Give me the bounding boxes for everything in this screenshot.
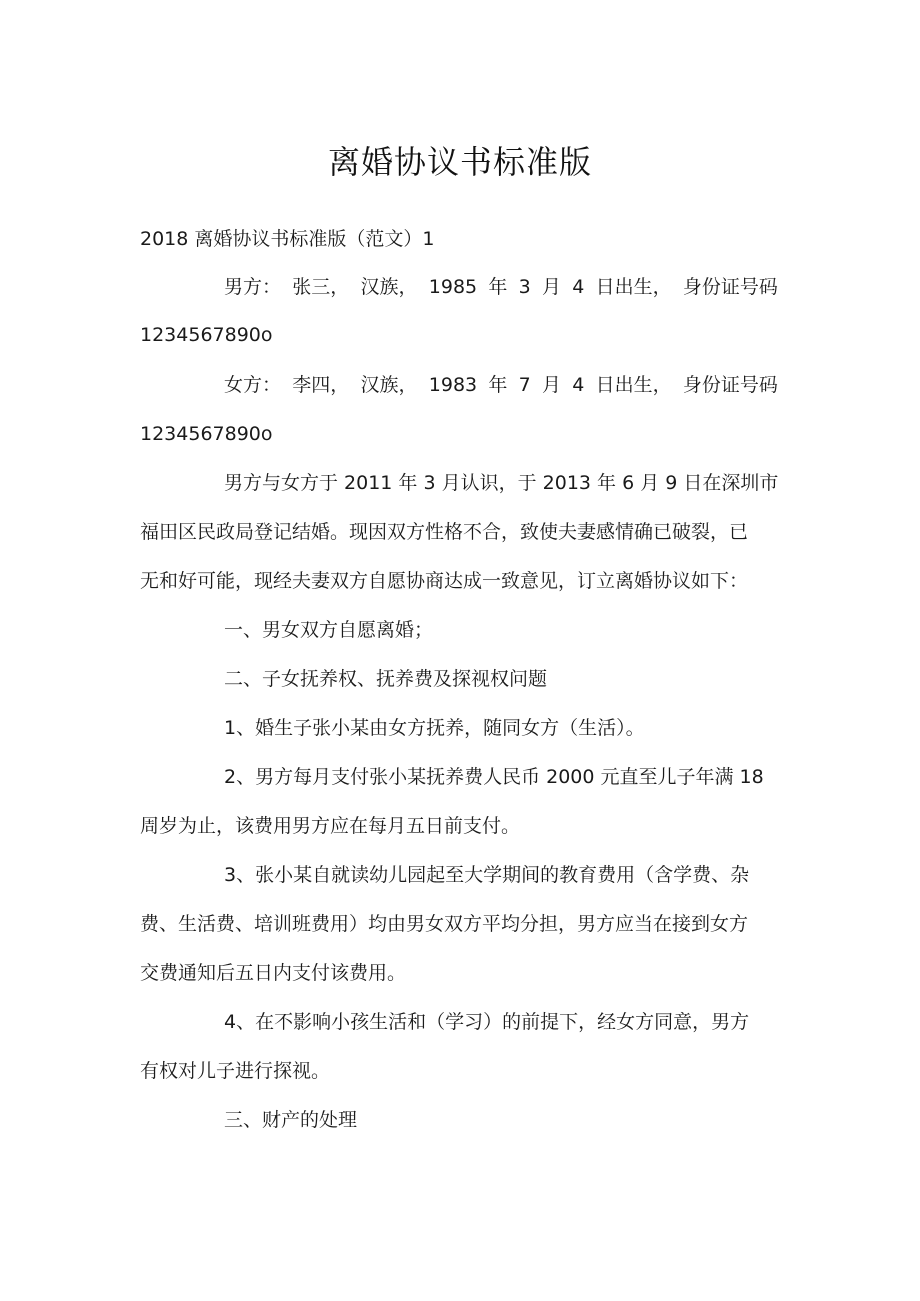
woman-birth-day: 4 bbox=[572, 374, 585, 396]
man-name: 张三， bbox=[292, 276, 350, 298]
item-4-line-2: 有权对儿子进行探视。 bbox=[140, 1060, 331, 1082]
man-birth-year: 1985 bbox=[428, 276, 478, 298]
woman-id-label: 身份证号码 bbox=[682, 374, 778, 396]
item-3-line-2: 费、生活费、培训班费用）均由男女双方平均分担，男方应当在接到女方 bbox=[140, 913, 749, 935]
man-ethnic: 汉族， bbox=[360, 276, 418, 298]
woman-ethnic: 汉族， bbox=[360, 374, 418, 396]
woman-birth-year: 1983 bbox=[428, 374, 478, 396]
man-label: 男方： bbox=[224, 276, 282, 298]
man-month-unit: 月 bbox=[542, 276, 562, 298]
item-2-line-2: 周岁为止，该费用男方应在每月五日前支付。 bbox=[140, 815, 521, 837]
woman-year-unit: 年 bbox=[488, 374, 508, 396]
item-3-line-3: 交费通知后五日内支付该费用。 bbox=[140, 962, 407, 984]
item-3-line-1: 3、张小某自就读幼儿园起至大学期间的教育费用（含学费、杂 bbox=[224, 864, 750, 886]
woman-birth-month: 7 bbox=[518, 374, 531, 396]
item-2-line-1: 2、男方每月支付张小某抚养费人民币 2000 元直至儿子年满 18 bbox=[224, 766, 764, 788]
man-birth-month: 3 bbox=[518, 276, 531, 298]
man-year-unit: 年 bbox=[488, 276, 508, 298]
woman-info-line bbox=[224, 370, 778, 400]
man-id-number: 1234567890o bbox=[140, 324, 273, 346]
intro-line-1: 男方与女方于 2011 年 3 月认识，于 2013 年 6 月 9 日在深圳市 bbox=[224, 472, 779, 494]
man-id-label: 身份证号码 bbox=[682, 276, 778, 298]
section-3-heading: 三、财产的处理 bbox=[224, 1109, 358, 1131]
document-subtitle: 2018 离婚协议书标准版（范文）1 bbox=[140, 228, 435, 250]
woman-name: 李四， bbox=[292, 374, 350, 396]
document-title: 离婚协议书标准版 bbox=[327, 143, 592, 181]
section-1-heading: 一、男女双方自愿离婚； bbox=[224, 619, 434, 641]
woman-id-number: 1234567890o bbox=[140, 423, 273, 445]
section-2-heading: 二、子女抚养权、抚养费及探视权问题 bbox=[224, 668, 548, 690]
item-4-line-1: 4、在不影响小孩生活和（学习）的前提下，经女方同意，男方 bbox=[224, 1011, 750, 1033]
woman-birth-text: 日出生， bbox=[595, 374, 672, 396]
man-birth-day: 4 bbox=[572, 276, 585, 298]
woman-label: 女方： bbox=[224, 374, 282, 396]
item-1: 1、婚生子张小某由女方抚养，随同女方（生活）。 bbox=[224, 717, 645, 739]
man-birth-text: 日出生， bbox=[595, 276, 672, 298]
intro-line-2: 福田区民政局登记结婚。现因双方性格不合，致使夫妻感情确已破裂，已 bbox=[140, 521, 749, 543]
woman-month-unit: 月 bbox=[542, 374, 562, 396]
man-info-line bbox=[224, 272, 778, 302]
intro-line-3: 无和好可能，现经夫妻双方自愿协商达成一致意见，订立离婚协议如下： bbox=[140, 570, 749, 592]
